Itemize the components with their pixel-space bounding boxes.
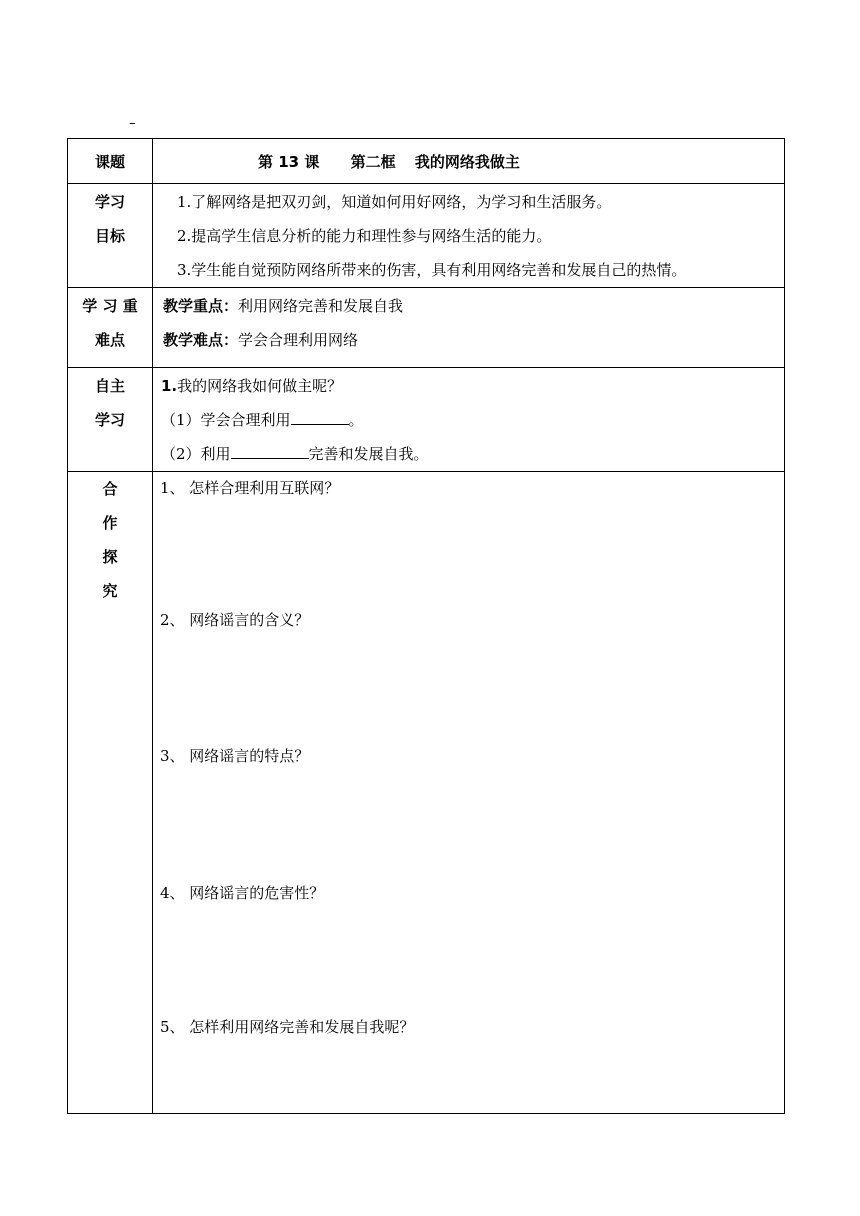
difficulty-text: 学会合理利用网络 (238, 331, 359, 349)
self-study-row (68, 368, 785, 472)
fill-blank-2[interactable] (231, 442, 309, 459)
goals-row (68, 184, 785, 288)
key-label-line-1: 学 习 重 (82, 297, 138, 315)
focus-text: 利用网络完善和发展自我 (238, 297, 404, 315)
focus-line (163, 289, 784, 323)
coop-label-char: 究 (102, 582, 118, 600)
title-label (68, 139, 153, 184)
key-content (153, 288, 785, 368)
self-study-label-line-1: 自主 (94, 377, 125, 395)
fill-item-1-prefix: （1）学会合理利用 (161, 411, 291, 429)
title-cell (153, 139, 785, 184)
key-label-line-2: 难点 (94, 331, 125, 349)
fill-item-2-suffix: 完善和发展自我。 (308, 445, 429, 463)
inquiry-question: 5、 怎样利用网络完善和发展自我呢？ (160, 1018, 415, 1036)
fill-item-2-prefix: （2）利用 (161, 445, 231, 463)
inquiry-question: 1、 怎样合理利用互联网？ (160, 479, 340, 497)
goals-label (68, 184, 153, 288)
inquiry-question: 3、 网络谣言的特点？ (160, 747, 310, 765)
goal-item: 3.学生能自觉预防网络所带来的伤害，具有利用网络完善和发展自己的热情。 (177, 261, 687, 279)
fill-item-2 (161, 437, 784, 471)
fill-item-1-suffix: 。 (348, 411, 364, 429)
question-text: 我的网络我如何做主呢？ (177, 377, 343, 395)
inquiry-question: 4、 网络谣言的危害性？ (160, 884, 325, 902)
lesson-topic: 我的网络我做主 (414, 152, 520, 171)
goal-item: 1.了解网络是把双刃剑，知道如何用好网络，为学习和生活服务。 (177, 193, 612, 211)
header-mark: – (129, 116, 136, 131)
fill-item-1 (161, 403, 784, 437)
goals-label-line-1: 学习 (94, 193, 125, 211)
lesson-number: 第 13 课 (258, 152, 320, 171)
title-row (68, 139, 785, 184)
difficulty-label: 教学难点： (163, 331, 239, 349)
goals-content (153, 184, 785, 288)
question-number: 1. (161, 377, 178, 395)
frame-number: 第二框 (350, 152, 396, 171)
self-study-label-line-2: 学习 (94, 411, 125, 429)
coop-label-char: 探 (102, 548, 118, 566)
difficulty-line (163, 323, 784, 357)
coop-label-char: 合 (102, 480, 118, 498)
focus-label: 教学重点： (163, 297, 239, 315)
key-label (68, 288, 153, 368)
goals-label-line-2: 目标 (94, 227, 125, 245)
inquiry-question: 2、 网络谣言的含义？ (160, 611, 310, 629)
self-study-question (161, 369, 784, 403)
self-study-content (153, 368, 785, 472)
coop-label-char: 作 (102, 514, 118, 532)
self-study-label (68, 368, 153, 472)
coop-label (68, 472, 153, 1114)
title-label-text: 课题 (94, 152, 125, 171)
key-points-row (68, 288, 785, 368)
goal-item: 2.提高学生信息分析的能力和理性参与网络生活的能力。 (177, 227, 552, 245)
fill-blank-1[interactable] (291, 408, 349, 425)
